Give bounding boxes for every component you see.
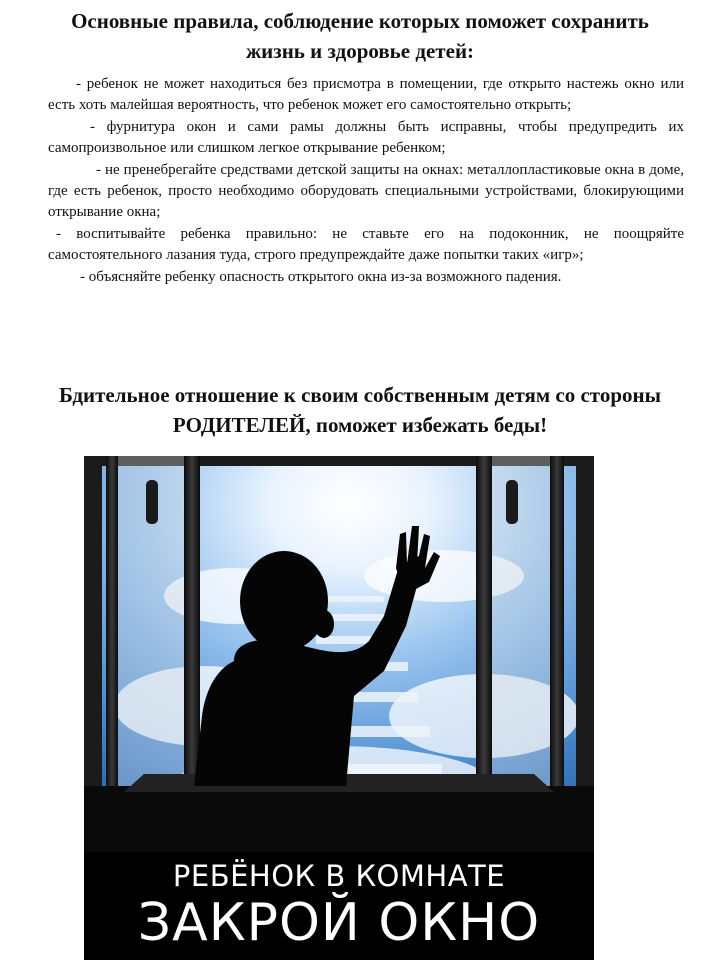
window-sill <box>84 786 594 856</box>
rule-item: - воспитывайте ребенка правильно: не ставьте его на подоконник, не поощряйте самостоятельного лазания туда, строго предупреждайте даже попытки таких «игр»; <box>48 225 684 264</box>
rules-list <box>48 74 684 288</box>
caption-line-1: РЕБЁНОК В КОМНАТЕ <box>172 859 506 893</box>
rule-item: - объясняйте ребенку опасность открытого окна из-за возможного падения. <box>80 268 562 285</box>
rule-item: - ребенок не может находиться без присмотра в помещении, где открыто настежь окно или есть хоть малейшая вероятность, что ребенок может его самостоятельно открыть; <box>48 76 684 114</box>
rule-item: - фурнитура окон и сами рамы должны быть исправны, чтобы предупредить их самопроизвольное или слишком легкое открывание ребенком; <box>48 118 684 157</box>
page-title: Основные правила, соблюдение которых поможет сохранить жизнь и здоровье детей: <box>71 9 649 63</box>
caption-line-2: ЗАКРОЙ ОКНО <box>137 893 541 953</box>
closing-statement: Бдительное отношение к своим собственным детям со стороны РОДИТЕЛЕЙ, поможет избежать беды! <box>58 383 662 437</box>
poster-image <box>84 456 594 960</box>
rule-item: - не пренебрегайте средствами детской защиты на окнах: металлопластиковые окна в доме, где есть ребенок, просто необходимо оборудовать специальными устройствами, блокирующими открывание окна; <box>48 161 684 221</box>
